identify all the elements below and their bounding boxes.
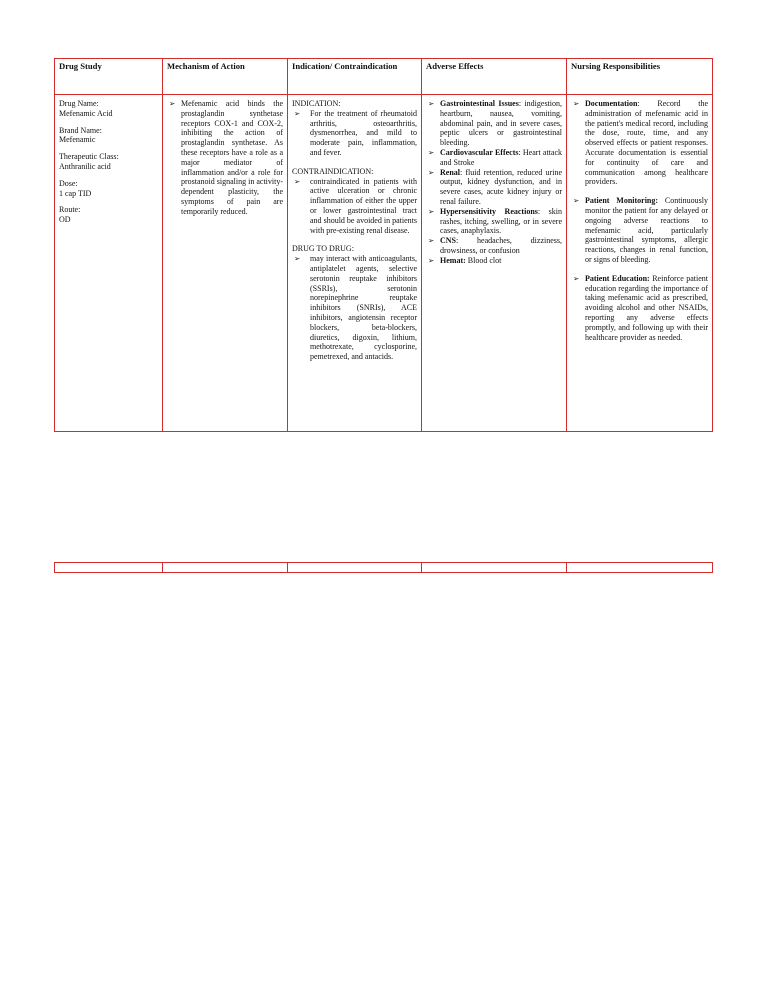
route-value: OD [59, 215, 71, 225]
empty-cell [567, 563, 713, 573]
content-row [55, 95, 713, 432]
nursing-desc: Reinforce patient education regarding the importance of taking mefenamic acid as prescribed, avoiding alcohol and other NSAIDs, reporting any adverse effects promptly, and following up with their healthcare provider as needed. [585, 273, 708, 342]
header-nursing: Nursing Responsibilities [567, 59, 713, 95]
adverse-cell [422, 95, 567, 432]
dose-field [59, 179, 158, 199]
contraindication-text: ➢ contraindicated in patients with active ulceration or chronic inflammation of either the upper or lower gastrointestinal tract and should be avoided in patients with pre-existing renal disease. [292, 177, 417, 236]
therapeutic-class-field [59, 152, 158, 172]
adverse-term: Gastrointestinal Issues [440, 99, 519, 108]
brand-name-label: Brand Name: [59, 125, 102, 135]
nursing-cell [567, 95, 713, 432]
nursing-desc: Continuously monitor the patient for any delayed or ongoing adverse reactions to mefenamic acid, particularly gastrointestinal symptoms, allergic reactions, changes in renal function, or signs of bleeding. [585, 196, 708, 264]
nursing-term: Patient Education: [585, 273, 650, 283]
empty-cell [422, 563, 567, 573]
adverse-term: Hypersensitivity Reactions [440, 206, 538, 216]
adverse-term: CNS [440, 236, 457, 246]
dose-label: Dose: [59, 178, 78, 188]
nursing-term: Patient Monitoring: [585, 196, 659, 206]
adverse-item [426, 236, 562, 256]
nursing-item [571, 274, 708, 343]
indication-cell [288, 95, 422, 432]
therapeutic-class-value: Anthranilic acid [59, 161, 111, 171]
adverse-item [426, 99, 562, 148]
empty-cell [163, 563, 288, 573]
adverse-term: Renal [440, 167, 460, 177]
nursing-item [571, 99, 708, 187]
header-mechanism: Mechanism of Action [163, 59, 288, 95]
drug-study-cell [55, 95, 163, 432]
indication-title: INDICATION: [292, 99, 341, 108]
drug-name-label: Drug Name: [59, 99, 99, 108]
empty-table-row [54, 562, 713, 573]
route-label: Route: [59, 205, 81, 215]
adverse-item [426, 148, 562, 168]
header-drug-study: Drug Study [55, 59, 163, 95]
indication-text: ➢ For the treatment of rheumatoid arthritis, osteoarthritis, dysmenorrhea, and mild to moderate pain, inflammation, and fever. [292, 109, 417, 158]
route-field [59, 205, 158, 225]
drug-to-drug-text: ➢ may interact with anticoagulants, antiplatelet agents, selective serotonin reuptake inhibitors (SSRIs), serotonin norepinephrine reuptake inhibitors (SNRIs), ACE inhibitors, angiotensin receptor blockers, beta-blockers, diuretics, digoxin, lithium, methotrexate, cyclosporine, pemetrexed, and antacids. [292, 254, 417, 362]
adverse-item [426, 168, 562, 207]
drug-name-field [59, 99, 158, 119]
adverse-desc: : headaches, dizziness, drowsiness, or confusion [440, 236, 562, 255]
adverse-item [426, 207, 562, 236]
drug-to-drug-title: DRUG TO DRUG: [292, 244, 354, 254]
nursing-desc: : Record the administration of mefenamic acid in the patient's medical record, including the dose, route, time, and any observed effects or patient responses. Accurate documentation is essential for continuity of care and communication among healthcare providers. [585, 99, 708, 187]
adverse-desc: Blood clot [465, 255, 502, 265]
header-adverse: Adverse Effects [422, 59, 567, 95]
empty-cell [55, 563, 163, 573]
adverse-term: Cardiovascular Effects [440, 147, 519, 157]
contraindication-title: CONTRAINDICATION: [292, 166, 374, 176]
adverse-desc: : fluid retention, reduced urine output, kidney dysfunction, and in severe cases, acute kidney injury or renal failure. [440, 167, 562, 206]
adverse-desc: : Heart attack and Stroke [440, 147, 562, 167]
drug-study-table [54, 58, 713, 432]
mechanism-text: ➢ Mefenamic acid binds the prostaglandin synthetase receptors COX-1 and COX-2, inhibiting the action of prostaglandin synthetase. As these receptors have a role as a major mediator of inflammation and/or a role for prostanoid signaling in activity-dependent plasticity, the symptoms of pain are temporarily reduced. [167, 99, 283, 217]
adverse-desc: : indigestion, heartburn, nausea, vomiting, abdominal pain, and in severe cases, peptic ulcers or gastrointestinal bleeding. [440, 99, 563, 148]
empty-cell [288, 563, 422, 573]
dose-value: 1 cap TID [59, 188, 92, 198]
adverse-item [426, 256, 562, 266]
header-indication: Indication/ Contraindication [288, 59, 422, 95]
adverse-desc: : skin rashes, itching, swelling, or in severe cases, anaphylaxis. [440, 206, 563, 236]
nursing-term: Documentation [585, 99, 638, 108]
brand-name-value: Mefenamic [59, 135, 96, 145]
header-row [55, 59, 713, 95]
mechanism-cell [163, 95, 288, 432]
adverse-term: Hemat: [440, 255, 466, 265]
brand-name-field [59, 126, 158, 146]
drug-name-value: Mefenamic Acid [59, 108, 113, 118]
nursing-item [571, 196, 708, 265]
therapeutic-class-label: Therapeutic Class: [59, 152, 119, 162]
